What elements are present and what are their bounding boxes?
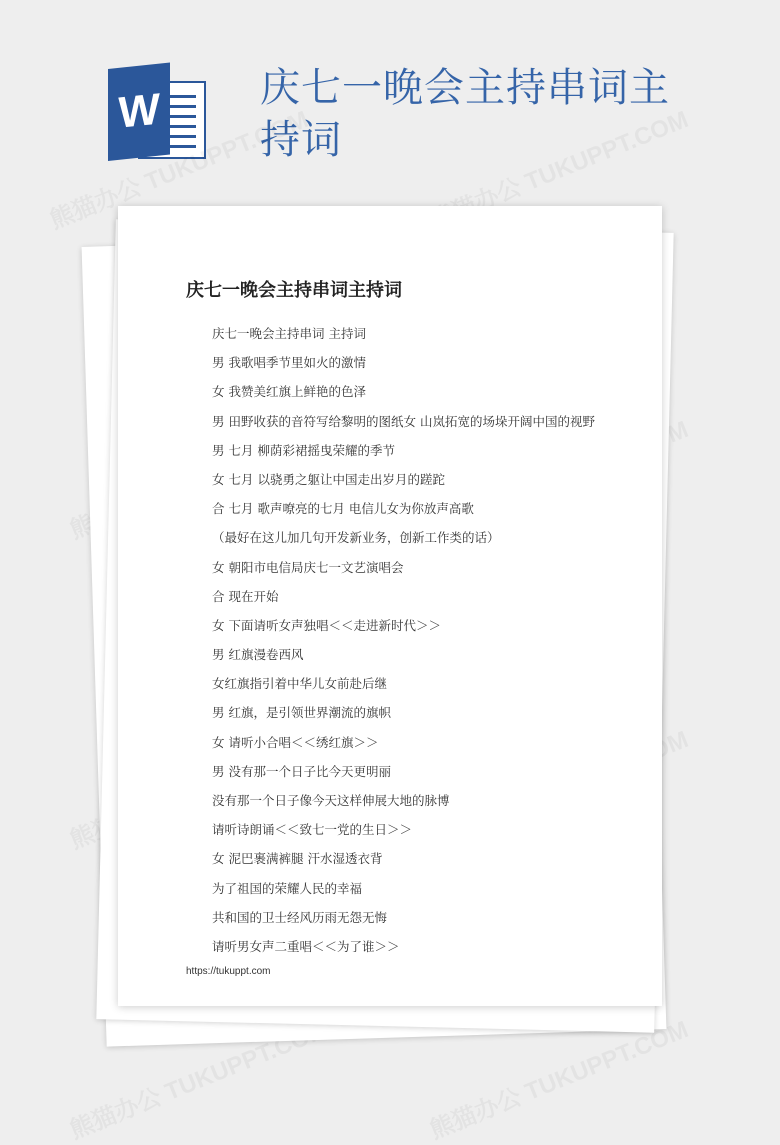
word-document-icon: [108, 69, 208, 161]
text-line: 男 红旗漫卷西风: [212, 647, 304, 663]
text-line: 女 下面请听女声独唱＜＜走进新时代＞＞: [212, 617, 441, 633]
text-line: 女 我赞美红旗上鲜艳的色泽: [212, 384, 366, 400]
text-line: 女 七月 以骁勇之躯让中国走出岁月的蹉跎: [212, 471, 445, 487]
text-line: 合 七月 歌声嘹亮的七月 电信儿女为你放声高歌: [212, 501, 474, 517]
text-line: 为了祖国的荣耀人民的幸福: [212, 880, 363, 896]
text-line: 女 朝阳市电信局庆七一文艺演唱会: [212, 559, 404, 575]
document-heading: 庆七一晚会主持串词主持词: [186, 280, 402, 301]
word-letter-badge: W: [108, 62, 170, 161]
document-page: [118, 206, 662, 1006]
text-line: 合 现在开始: [212, 588, 279, 604]
footer-url: https://tukuppt.com: [186, 966, 271, 977]
page-title: 庆七一晚会主持串词主持词: [260, 65, 670, 163]
text-line: 共和国的卫士经风历雨无怨无悔: [212, 909, 388, 925]
text-line: 男 没有那一个日子比今天更明丽: [212, 763, 391, 779]
text-line: （最好在这儿加几句开发新业务，创新工作类的话）: [212, 530, 500, 546]
text-line: 请听诗朗诵＜＜致七一党的生日＞＞: [212, 822, 413, 838]
text-line: 请听男女声二重唱＜＜为了谁＞＞: [212, 938, 400, 954]
text-line: 男 红旗，是引领世界潮流的旗帜: [212, 705, 391, 721]
text-line: 男 田野收获的音符写给黎明的图纸女 山岚拓宽的场垛开阔中国的视野: [212, 413, 595, 429]
text-line: 女 请听小合唱＜＜绣红旗＞＞: [212, 734, 379, 750]
text-line: 庆七一晚会主持串词 主持词: [212, 326, 366, 341]
text-line: 男 我歌唱季节里如火的激情: [212, 355, 366, 371]
text-line: 没有那一个日子像今天这样伸展大地的脉博: [212, 793, 450, 808]
text-line: 女 泥巴裹满裤腿 汗水湿透衣背: [212, 851, 383, 867]
text-line: 男 七月 柳荫彩裙摇曳荣耀的季节: [212, 442, 395, 458]
text-line: 女红旗指引着中华儿女前赴后继: [212, 676, 388, 692]
document-body: [212, 319, 595, 961]
